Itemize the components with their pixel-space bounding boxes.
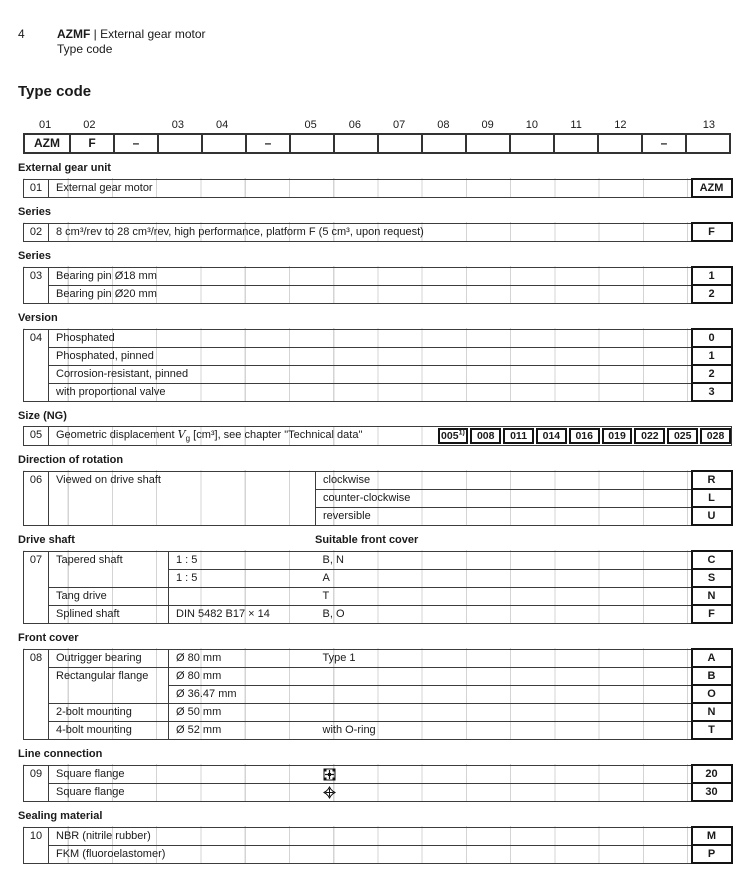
description-cell: clockwise	[316, 471, 692, 489]
size-value: 025	[667, 428, 698, 444]
code-column-label: 08	[437, 119, 450, 131]
code-table-labels	[23, 119, 731, 133]
section	[0, 810, 747, 864]
size-value: 014	[536, 428, 567, 444]
code-value: R	[692, 471, 732, 489]
section	[0, 748, 747, 802]
code-column-label: 01	[39, 119, 52, 131]
section-heading: External gear unit	[18, 162, 111, 174]
code-cell: AZM	[34, 136, 60, 150]
section-number: 04	[24, 329, 49, 401]
code-cell	[685, 135, 729, 152]
code-value: 2	[692, 285, 732, 303]
description-cell: 4-bolt mounting	[49, 721, 169, 739]
code-value: T	[692, 721, 732, 739]
section-heading: Version	[18, 312, 58, 324]
size-value: 019	[602, 428, 633, 444]
code-value: 1	[692, 347, 732, 365]
page-title: Type code	[18, 83, 92, 100]
section-table	[23, 470, 733, 526]
description-cell: Tapered shaft	[49, 551, 169, 587]
description-cell: Ø 80 mm	[169, 649, 316, 667]
code-value: N	[692, 587, 732, 605]
description-cell: reversible	[316, 507, 692, 525]
description-cell: with O-ring	[316, 721, 692, 739]
section-table	[23, 648, 733, 740]
description-cell	[316, 667, 692, 685]
description-cell	[316, 703, 692, 721]
code-cell	[465, 135, 509, 152]
description-cell: 1 : 5	[169, 569, 316, 587]
section	[0, 632, 747, 740]
section-number: 02	[24, 223, 49, 241]
section	[0, 454, 747, 526]
description-cell: FKM (fluoroelastomer)	[49, 845, 692, 863]
description-cell: Phosphated	[49, 329, 692, 347]
description-cell: B, O	[316, 605, 692, 623]
section-table	[23, 550, 733, 624]
section-table	[23, 222, 733, 242]
description-cell: Rectangular flange	[49, 667, 169, 703]
size-value: 022	[634, 428, 665, 444]
section-number: 10	[24, 827, 49, 863]
size-value: 016	[569, 428, 600, 444]
product-title	[57, 27, 206, 42]
section-heading: Front cover	[18, 632, 79, 644]
code-cell: –	[641, 135, 685, 152]
code-column-label: 09	[481, 119, 494, 131]
description-cell: 1 : 5	[169, 551, 316, 569]
description-cell: Tang drive	[49, 587, 169, 605]
code-value: S	[692, 569, 732, 587]
code-value: 0	[692, 329, 732, 347]
description-cell: 8 cm³/rev to 28 cm³/rev, high performance, platform F (5 cm³, upon request)	[49, 223, 692, 241]
size-values	[438, 427, 732, 446]
code-value: 2	[692, 365, 732, 383]
section	[0, 206, 747, 242]
section-number: 07	[24, 551, 49, 623]
code-table	[23, 119, 731, 154]
code-value: P	[692, 845, 732, 863]
section-table	[23, 426, 732, 446]
code-cell	[553, 135, 597, 152]
description-cell: A	[316, 569, 692, 587]
description-cell: Bearing pin Ø18 mm	[49, 267, 692, 285]
description-cell: External gear motor	[49, 179, 692, 197]
code-cell	[333, 135, 377, 152]
code-cell: –	[245, 135, 289, 152]
product-name: AZMF	[57, 27, 91, 41]
description-cell: T	[316, 587, 692, 605]
section-heading: Series	[18, 206, 52, 218]
section-heading: Line connection	[18, 748, 103, 760]
code-column-label: 02	[83, 119, 96, 131]
section	[0, 410, 747, 446]
description-cell	[169, 587, 316, 605]
code-column-label: 06	[348, 119, 361, 131]
description-cell: Square flange	[49, 783, 316, 801]
sections	[0, 162, 747, 864]
code-column-label: 03	[171, 119, 184, 131]
code-column-label: 04	[216, 119, 229, 131]
section-number: 03	[24, 267, 49, 303]
description-cell	[316, 685, 692, 703]
size-value: 011	[503, 428, 534, 444]
section-number: 05	[24, 427, 49, 446]
description-cell: Viewed on drive shaft	[49, 471, 316, 525]
description-cell: Outrigger bearing	[49, 649, 169, 667]
description-cell: Type 1	[316, 649, 692, 667]
section	[0, 312, 747, 402]
code-column-label: 10	[525, 119, 538, 131]
section-heading: Series	[18, 250, 52, 262]
code-column-label: 12	[614, 119, 627, 131]
code-value: F	[692, 605, 732, 623]
code-column-label: 13	[702, 119, 715, 131]
section	[0, 162, 747, 198]
code-value: AZM	[692, 179, 732, 197]
product-descriptor: | External gear motor	[90, 27, 206, 41]
code-column-label	[643, 119, 687, 133]
code-value: O	[692, 685, 732, 703]
diamond-flange-icon	[316, 783, 692, 801]
code-value: 3	[692, 383, 732, 401]
section-subheading: Suitable front cover	[315, 534, 419, 546]
section-number: 09	[24, 765, 49, 801]
section-heading: Sealing material	[18, 810, 103, 822]
page-number: 4	[18, 27, 25, 41]
section-number: 01	[24, 179, 49, 197]
code-cell	[377, 135, 421, 152]
code-value: C	[692, 551, 732, 569]
code-cell	[597, 135, 641, 152]
code-cell	[289, 135, 333, 152]
section	[0, 250, 747, 304]
description-cell: Geometric displacement $V_g$ [cm³], see chapter "Technical data"	[49, 427, 438, 446]
code-column-label: 07	[393, 119, 406, 131]
description-cell: Corrosion-resistant, pinned	[49, 365, 692, 383]
code-value: 30	[692, 783, 732, 801]
code-value: L	[692, 489, 732, 507]
description-cell: B, N	[316, 551, 692, 569]
code-cell	[421, 135, 465, 152]
section-table	[23, 266, 733, 304]
header-subtitle: Type code	[57, 42, 113, 56]
code-cell: –	[113, 135, 157, 152]
code-value: F	[692, 223, 732, 241]
description-cell: Ø 80 mm	[169, 667, 316, 685]
code-value: B	[692, 667, 732, 685]
section-table	[23, 826, 733, 864]
code-column-label	[244, 119, 288, 133]
description-cell: Phosphated, pinned	[49, 347, 692, 365]
section-heading: Drive shaft	[18, 534, 75, 546]
section-heading: Size (NG)	[18, 410, 67, 422]
code-column-label: 11	[570, 119, 582, 131]
code-column-label	[112, 119, 156, 133]
section-table	[23, 328, 733, 402]
description-cell: Bearing pin Ø20 mm	[49, 285, 692, 303]
section-table	[23, 764, 733, 802]
section-table	[23, 178, 733, 198]
size-value: 005$^{1)}$	[438, 428, 469, 444]
section	[0, 534, 747, 624]
code-value: 1	[692, 267, 732, 285]
code-cell: F	[69, 135, 113, 152]
description-cell: counter-clockwise	[316, 489, 692, 507]
section-heading: Direction of rotation	[18, 454, 124, 466]
section-number: 06	[24, 471, 49, 525]
code-value: N	[692, 703, 732, 721]
description-cell: 2-bolt mounting	[49, 703, 169, 721]
code-cell	[201, 135, 245, 152]
square-flange-icon	[316, 765, 692, 783]
document-header	[18, 27, 747, 57]
section-number: 08	[24, 649, 49, 739]
code-value: U	[692, 507, 732, 525]
header-line	[18, 27, 747, 42]
description-cell: Splined shaft	[49, 605, 169, 623]
description-cell: Square flange	[49, 765, 316, 783]
size-value: 008	[470, 428, 501, 444]
description-cell: DIN 5482 B17 × 14	[169, 605, 316, 623]
code-value: A	[692, 649, 732, 667]
code-cell	[509, 135, 553, 152]
size-value: 028	[700, 428, 731, 444]
code-value: 20	[692, 765, 732, 783]
code-value: M	[692, 827, 732, 845]
description-cell: Ø 36.47 mm	[169, 685, 316, 703]
description-cell: with proportional valve	[49, 383, 692, 401]
code-cell	[157, 135, 201, 152]
description-cell: Ø 50 mm	[169, 703, 316, 721]
code-table-cells	[23, 133, 731, 154]
code-column-label: 05	[304, 119, 317, 131]
description-cell: Ø 52 mm	[169, 721, 316, 739]
description-cell: NBR (nitrile rubber)	[49, 827, 692, 845]
